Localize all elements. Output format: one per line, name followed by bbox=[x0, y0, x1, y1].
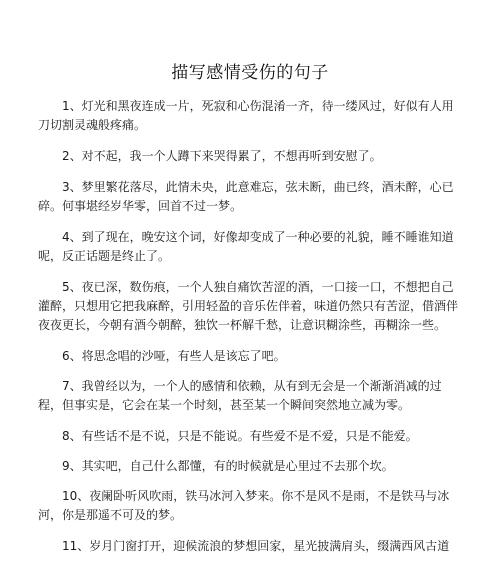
paragraph-9: 9、其实吧，自己什么都懂，有的时候就是心里过不去那个坎。 bbox=[62, 459, 394, 473]
paragraph-2: 2、对不起，我一个人蹲下来哭得累了，不想再听到安慰了。 bbox=[62, 149, 382, 163]
paragraph-8: 8、有些话不是不说，只是不能说。有些爱不是不爱，只是不能爱。 bbox=[62, 429, 418, 443]
paragraph-6: 6、将思念唱的沙哑，有些人是该忘了吧。 bbox=[62, 349, 286, 363]
paragraph-10: 10、夜阑卧听风吹雨，铁马冰河入梦来。你不是风不是雨，不是铁马与冰 河，你是那遥不可及的梦。 bbox=[38, 489, 450, 522]
paragraph-5: 5、夜已深，数伤痕，一个人独自痛饮苦涩的酒，一口接一口，不想把自己灌醉，只想用它把我麻醉，引用轻盈的音乐佐伴着，味道仍然只有苦涩，借酒伴夜夜更长，今朝有酒今朝醉，独饮一杯解千愁，让意识糊涂些，再糊涂一些。 bbox=[38, 280, 459, 332]
paragraph-11: 11、岁月门窗打开，迎候流浪的梦想回家，星光披满肩头，缀满西风古道 bbox=[62, 539, 450, 553]
document-title: 描写感情受伤的句子 bbox=[171, 63, 329, 83]
paragraph-7: 7、我曾经以为，一个人的感情和依赖，从有到无会是一个渐渐消减的过程，但事实是，它会在某一个时刻，甚至某一个瞬间突然地立减为零。 bbox=[38, 379, 442, 412]
paragraph-4: 4、到了现在，晚安这个词，好像却变成了一种必要的礼貌，睡不睡谁知道 呢，反正话题是终止了。 bbox=[38, 230, 454, 263]
paragraph-1: 1、灯光和黑夜连成一片，死寂和心伤混淆一齐，待一缕风过，好似有人用 刀切割灵魂般疼痛。 bbox=[38, 99, 454, 132]
paragraph-3: 3、梦里繁花落尽，此情未央，此意难忘，弦未断，曲已终，酒未醉，心已 碎。何事堪经岁华零，回首不过一梦。 bbox=[38, 180, 454, 213]
